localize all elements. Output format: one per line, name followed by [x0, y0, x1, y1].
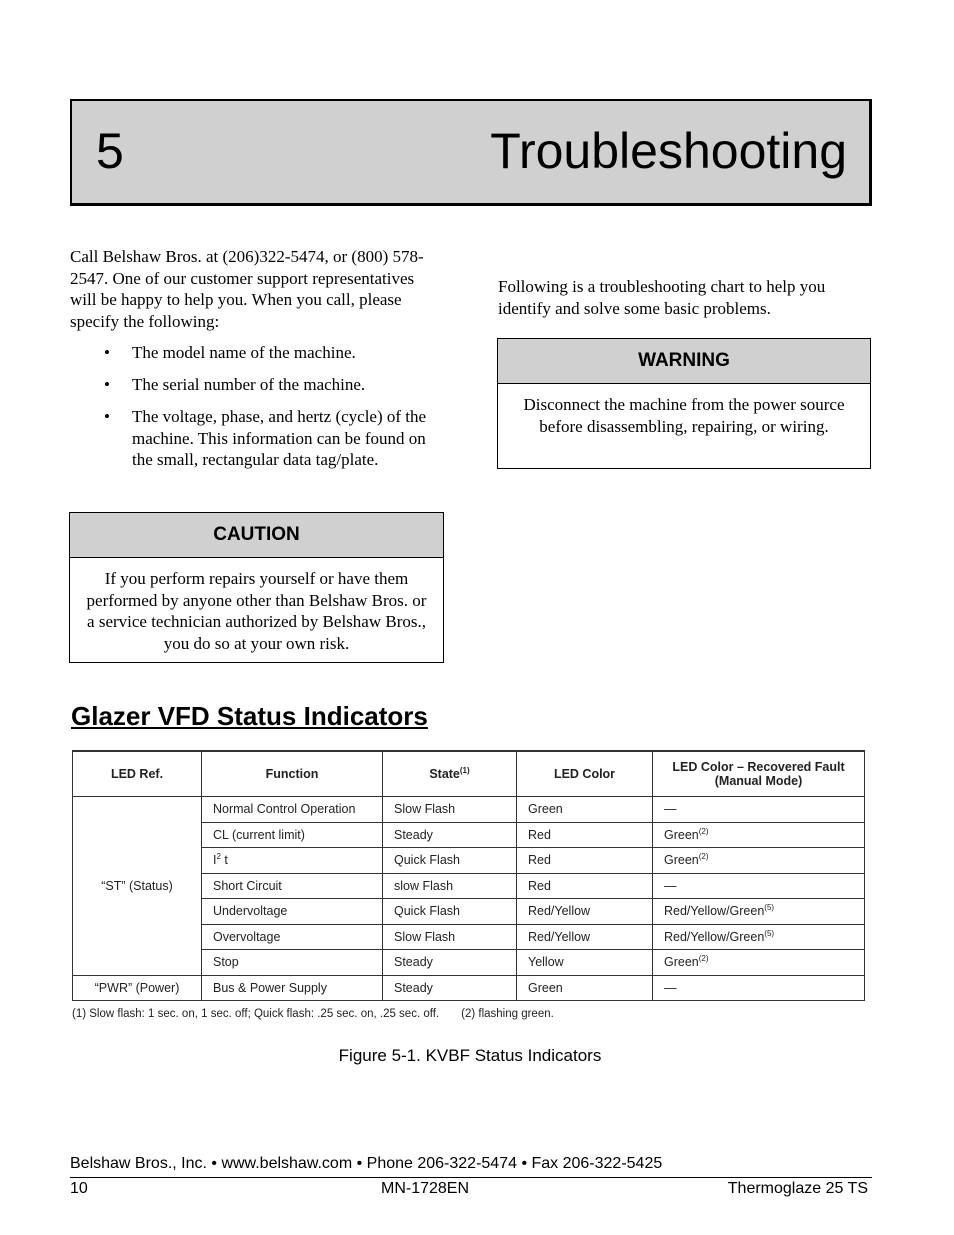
footer-company-info: Belshaw Bros., Inc. • www.belshaw.com • Phone 206-322-5474 • Fax 206-322-5425: [70, 1155, 663, 1172]
caution-heading: CAUTION: [70, 513, 443, 558]
cell-color: Red/Yellow: [517, 924, 653, 950]
chart-intro-text: Following is a troubleshooting chart to help you identify and solve some basic problems.: [498, 277, 826, 318]
cell-state: Slow Flash: [383, 924, 517, 950]
page-number: 10: [70, 1180, 88, 1197]
table-row: [73, 975, 865, 1001]
cell-state: Quick Flash: [383, 848, 517, 874]
figure-caption: Figure 5-1. KVBF Status Indicators: [338, 1046, 602, 1065]
cell-color: Green: [517, 975, 653, 1001]
cell-color: Red/Yellow: [517, 899, 653, 925]
header-led-ref: LED Ref.: [73, 751, 202, 797]
header-state-footnote-ref: (1): [459, 765, 470, 775]
group-status: “ST” (Status): [73, 797, 202, 976]
bullet-model-name: • The model name of the machine.: [104, 342, 444, 364]
footnote-2: (2) flashing green.: [461, 1008, 554, 1020]
caution-text: If you perform repairs yourself or have them performed by anyone other than Belshaw Bros. or a service technician authorized by Belshaw Bros., you do so at your own risk.: [86, 569, 427, 653]
warning-box: [497, 338, 871, 469]
cell-state: Slow Flash: [383, 797, 517, 823]
table-row: [73, 797, 865, 823]
cell-state: Steady: [383, 822, 517, 848]
cell-function: Short Circuit: [202, 873, 383, 899]
info-bullet-list: [104, 342, 444, 481]
cell-state: slow Flash: [383, 873, 517, 899]
cell-color: Yellow: [517, 950, 653, 976]
cell-color: Red: [517, 822, 653, 848]
cell-recovered: —: [653, 797, 865, 823]
cell-recovered: Green$^{(2)}$: [653, 822, 865, 848]
bullet-serial-number: • The serial number of the machine.: [104, 374, 444, 396]
cell-state: Steady: [383, 950, 517, 976]
document-number: MN-1728EN: [381, 1180, 470, 1197]
bullet-voltage: • The voltage, phase, and hertz (cycle) of the machine. This information can be found on the small, rectangular data tag/plate.: [104, 406, 444, 471]
cell-recovered: Green$^{(2)}$: [653, 950, 865, 976]
cell-recovered: Green$^{(2)}$: [653, 848, 865, 874]
chapter-number: 5: [96, 123, 124, 179]
cell-recovered: Red/Yellow/Green$^{(5)}$: [653, 899, 865, 925]
cell-color: Red: [517, 848, 653, 874]
group-power: “PWR” (Power): [73, 975, 202, 1001]
cell-function: Normal Control Operation: [202, 797, 383, 823]
footer-divider: [70, 1177, 872, 1178]
cell-function: CL (current limit): [202, 822, 383, 848]
intro-text: Call Belshaw Bros. at (206)322-5474, or (800) 578-2547. One of our customer support representatives will be happy to help you. When you call, please specify the following:: [70, 247, 424, 331]
cell-function: Bus & Power Supply: [202, 975, 383, 1001]
product-name: Thermoglaze 25 TS: [727, 1180, 868, 1197]
warning-text: Disconnect the machine from the power source before disassembling, repairing, or wiring.: [523, 395, 845, 436]
chapter-title: Troubleshooting: [490, 123, 847, 179]
cell-state: Steady: [383, 975, 517, 1001]
warning-heading: WARNING: [498, 339, 870, 384]
header-state: State$^{(1)}$: [383, 751, 517, 797]
cell-recovered: —: [653, 975, 865, 1001]
cell-recovered: Red/Yellow/Green$^{(5)}$: [653, 924, 865, 950]
chapter-header: [70, 99, 872, 206]
cell-function: Stop: [202, 950, 383, 976]
cell-color: Green: [517, 797, 653, 823]
header-function: Function: [202, 751, 383, 797]
table-footnote: [72, 1008, 554, 1020]
cell-state: Quick Flash: [383, 899, 517, 925]
cell-recovered: —: [653, 873, 865, 899]
table-header-row: [73, 751, 865, 797]
footnote-1: (1) Slow flash: 1 sec. on, 1 sec. off; Quick flash: .25 sec. on, .25 sec. off.: [72, 1008, 440, 1020]
cell-function: $I^2$ t: [202, 848, 383, 874]
header-led-color: LED Color: [517, 751, 653, 797]
cell-function: Undervoltage: [202, 899, 383, 925]
caution-box: [69, 512, 444, 663]
cell-color: Red: [517, 873, 653, 899]
section-heading: Glazer VFD Status Indicators: [71, 701, 428, 731]
header-recovered-fault: LED Color – Recovered Fault (Manual Mode): [653, 751, 865, 797]
status-indicator-table: [72, 750, 865, 1001]
cell-function: Overvoltage: [202, 924, 383, 950]
